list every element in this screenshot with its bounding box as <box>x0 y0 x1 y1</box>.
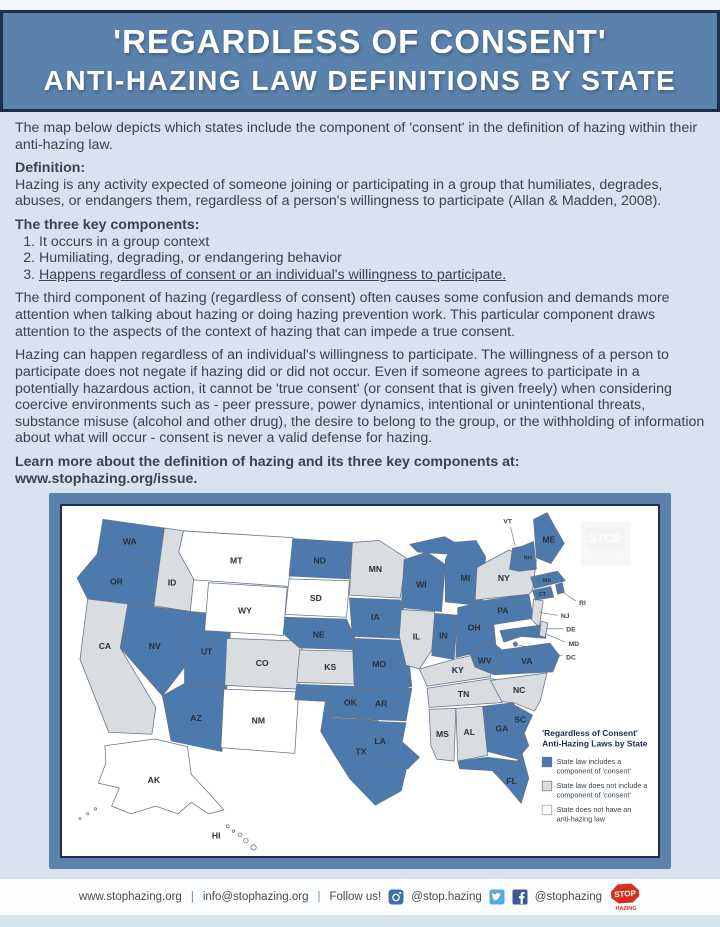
svg-text:OH: OH <box>467 622 481 633</box>
instagram-icon <box>388 889 404 905</box>
map-canvas <box>60 504 660 858</box>
component-item: 2. Humiliating, degrading, or endangering behavior <box>39 250 705 267</box>
svg-text:NV: NV <box>148 641 161 652</box>
svg-text:NE: NE <box>312 629 325 640</box>
definition-heading: Definition: <box>15 160 86 177</box>
svg-text:MN: MN <box>368 564 383 575</box>
footer-follow-label: Follow us! <box>329 891 382 904</box>
svg-text:PA: PA <box>497 605 509 616</box>
map-legend <box>542 728 648 823</box>
svg-text:STOP: STOP <box>588 531 623 546</box>
aleutian-island <box>79 818 81 820</box>
svg-text:STOP: STOP <box>614 888 637 900</box>
title-line-2: ANTI-HAZING LAW DEFINITIONS BY STATE <box>43 65 677 96</box>
stophazing-logo-word: HAZING <box>615 906 637 913</box>
svg-text:AZ: AZ <box>190 712 202 723</box>
state-ak <box>98 739 224 814</box>
svg-text:ND: ND <box>313 555 326 566</box>
twitter-icon <box>489 889 505 905</box>
svg-text:NJ: NJ <box>560 613 570 621</box>
legend-swatch-no-law <box>542 805 552 815</box>
svg-text:OR: OR <box>109 576 123 587</box>
svg-text:State law does not include a: State law does not include a <box>556 781 648 791</box>
components-list <box>15 234 705 284</box>
svg-text:CT: CT <box>538 592 547 599</box>
footer-website: www.stophazing.org <box>78 891 182 904</box>
svg-text:SC: SC <box>514 714 527 725</box>
svg-text:Anti-Hazing Laws by State: Anti-Hazing Laws by State <box>542 738 648 749</box>
svg-text:CA: CA <box>98 641 112 652</box>
footer-separator: | <box>317 891 321 904</box>
svg-text:TX: TX <box>355 746 367 757</box>
svg-text:AK: AK <box>147 775 161 786</box>
aleutian-island <box>87 813 89 815</box>
svg-text:IN: IN <box>439 630 448 641</box>
svg-text:AR: AR <box>374 698 388 709</box>
learn-more-line-2: www.stophazing.org/issue. <box>15 470 198 487</box>
svg-text:WI: WI <box>416 579 427 590</box>
state-fl <box>458 754 529 804</box>
willingness-paragraph: Hazing can happen regardless of an individual's willingness to participate. The willingness of a person to participate does not negate if hazing did or did not occur. Even if someone agrees to participate in a potentially hazardous action, it cannot be 'true consent' (or consent that is given freely) when considering coercive environments such as - peer pressure, power dynamics, intentional or unintentional threats, substance misuse (alcohol and other drug), the desire to belong to the group, or the withholding of information about what will occur - consent is never a valid defense for hazing. <box>15 347 705 447</box>
svg-text:SD: SD <box>309 593 322 604</box>
hawaii-island <box>238 833 242 837</box>
svg-text:HI: HI <box>211 830 221 841</box>
svg-text:State does not have an: State does not have an <box>556 805 632 815</box>
svg-text:NH: NH <box>523 555 532 562</box>
svg-text:KS: KS <box>324 662 337 673</box>
svg-text:DE: DE <box>566 626 576 634</box>
aleutian-island <box>94 808 96 810</box>
state-dc <box>513 642 517 646</box>
svg-text:NY: NY <box>497 572 510 583</box>
top-margin-strip <box>0 0 720 10</box>
title-line-1: 'REGARDLESS OF CONSENT' <box>113 23 607 60</box>
svg-text:RI: RI <box>579 599 586 607</box>
svg-text:HAZING: HAZING <box>595 552 616 559</box>
learn-more-line-1: Learn more about the definition of hazing and its three key components at: <box>15 453 520 470</box>
svg-text:TN: TN <box>457 689 470 700</box>
svg-text:WA: WA <box>122 536 137 547</box>
svg-text:component of 'consent': component of 'consent' <box>556 790 631 800</box>
footer-instagram-handle: @stop.hazing <box>411 891 482 904</box>
stophazing-watermark <box>581 522 631 566</box>
svg-text:WY: WY <box>237 605 252 616</box>
hawaii-island <box>232 830 234 832</box>
svg-text:MT: MT <box>230 555 243 566</box>
svg-text:OK: OK <box>343 697 357 708</box>
svg-text:IA: IA <box>371 612 380 623</box>
state-md <box>500 625 546 642</box>
hawaii-island <box>226 825 229 828</box>
svg-text:LA: LA <box>374 735 386 746</box>
svg-text:anti-hazing law: anti-hazing law <box>556 814 606 824</box>
svg-text:VA: VA <box>521 656 533 667</box>
state-de <box>539 621 548 637</box>
svg-text:NM: NM <box>251 715 266 726</box>
definition-paragraph: Hazing is any activity expected of someone joining or participating in a group that humiliates, degrades, abuses, or endangers them, regardless of a person's willingness to participate (Allan & Madden, 2008). <box>15 176 663 210</box>
svg-text:MO: MO <box>372 659 387 670</box>
intro-paragraph: The map below depicts which states include the component of 'consent' in the definition of hazing within their anti-hazing law. <box>15 120 698 153</box>
svg-text:State law includes a: State law includes a <box>556 757 622 767</box>
svg-text:MI: MI <box>460 572 471 583</box>
component-item: 1. It occurs in a group context <box>39 234 705 251</box>
footer-social-handle: @stophazing <box>534 891 603 904</box>
svg-text:MA: MA <box>542 577 552 584</box>
component-item: 3. Happens regardless of consent or an individual's willingness to participate. <box>39 267 705 284</box>
components-heading: The three key components: <box>15 217 200 234</box>
legend-swatch-not-include <box>542 781 552 791</box>
svg-text:ME: ME <box>542 534 556 545</box>
us-choropleth-map <box>62 506 658 856</box>
svg-text:CO: CO <box>255 658 269 669</box>
svg-text:GA: GA <box>495 723 509 734</box>
svg-text:DC: DC <box>566 654 576 662</box>
svg-text:component of 'consent': component of 'consent' <box>556 766 631 776</box>
footer-gap <box>0 869 720 879</box>
hawaii-island <box>251 845 256 850</box>
svg-text:'Regardless of Consent': 'Regardless of Consent' <box>542 728 638 739</box>
third-component-paragraph: The third component of hazing (regardless of consent) often causes some confusion and demands more attention when talking about hazing or doing hazing prevention work. This particular component draws attention to the aspects of the context of hazing that can impede a true consent. <box>15 290 670 340</box>
map-frame <box>49 493 671 869</box>
svg-text:IL: IL <box>412 631 421 642</box>
svg-text:KY: KY <box>451 665 464 676</box>
svg-text:MS: MS <box>435 729 449 740</box>
footer <box>0 879 720 915</box>
svg-text:UT: UT <box>200 646 213 657</box>
svg-text:NC: NC <box>512 685 526 696</box>
svg-text:AL: AL <box>463 727 476 738</box>
legend-swatch-includes <box>542 757 552 767</box>
svg-text:WV: WV <box>477 655 492 666</box>
svg-text:FL: FL <box>506 776 517 787</box>
svg-text:VT: VT <box>503 518 512 526</box>
header-banner <box>0 10 720 112</box>
hawaii-island <box>244 839 249 844</box>
svg-text:ID: ID <box>167 577 177 588</box>
footer-email: info@stophazing.org <box>202 891 309 904</box>
footer-separator: | <box>190 891 194 904</box>
svg-text:MD: MD <box>568 641 580 649</box>
stophazing-logo <box>609 882 641 912</box>
facebook-icon <box>512 889 528 905</box>
body-text <box>0 112 720 487</box>
